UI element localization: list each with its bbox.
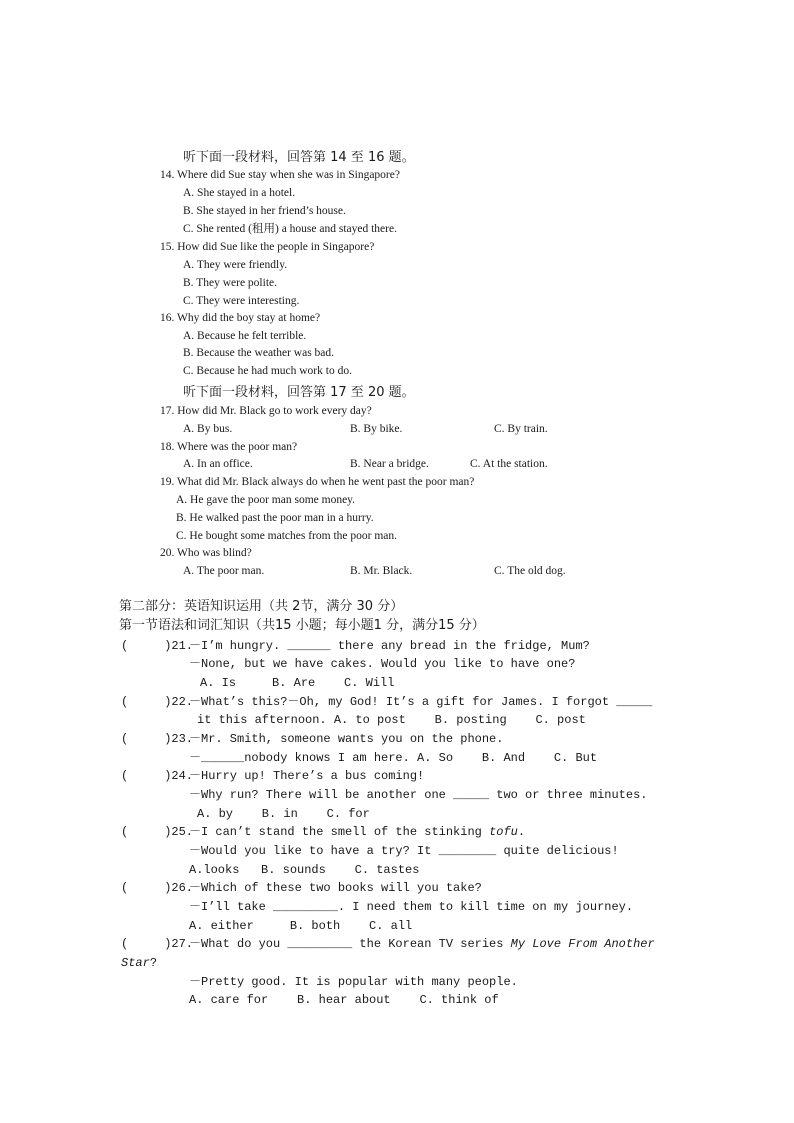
question-18-option-a: A. In an office.: [183, 458, 253, 470]
question-20-option-b: B. Mr. Black.: [350, 565, 413, 577]
question-21-options: A. Is B. Are C. Will: [200, 676, 395, 690]
question-19-stem: 19. What did Mr. Black always do when he went past the poor man?: [160, 476, 475, 488]
question-20-stem: 20. Who was blind?: [160, 547, 252, 559]
section1-heading: 第一节语法和词汇知识（共15 小题；每小题1 分，满分15 分）: [119, 618, 485, 633]
question-25-line1-text: －I can’t stand the smell of the stinking: [189, 825, 490, 839]
question-27-question-mark: ?: [149, 956, 158, 970]
question-18-stem: 18. Where was the poor man?: [160, 441, 298, 453]
question-20-option-a: A. The poor man.: [183, 565, 265, 577]
question-15-option-b: B. They were polite.: [183, 277, 277, 289]
question-27-series-title: My Love From Another: [510, 937, 655, 951]
question-24-line1: －Hurry up! There’s a bus coming!: [189, 769, 425, 783]
question-27-line2: －Pretty good. It is popular with many people.: [189, 975, 518, 989]
question-23-number: ( )23.: [121, 732, 194, 746]
question-27-series-title-end: Star: [121, 956, 150, 970]
question-24-line2: －Why run? There will be another one _____ two or three minutes.: [189, 788, 648, 802]
question-26-line1: －Which of these two books will you take?: [189, 881, 482, 895]
question-21-line1: －I’m hungry. ______ there any bread in the fridge, Mum?: [189, 639, 590, 653]
question-26-line2: －I’ll take _________. I need them to kill time on my journey.: [189, 900, 634, 914]
question-14-stem: 14. Where did Sue stay when she was in Singapore?: [160, 169, 400, 181]
question-27-line1: [189, 936, 655, 952]
question-17-stem: 17. How did Mr. Black go to work every day?: [160, 405, 372, 417]
question-27-line1-text: －What do you _________ the Korean TV series: [189, 937, 511, 951]
question-19-option-b: B. He walked past the poor man in a hurry.: [176, 512, 374, 524]
listening-intro-17-20: 听下面一段材料，回答第 17 至 20 题。: [183, 385, 415, 400]
question-23-line2: －______nobody knows I am here. A. So B. And C. But: [189, 751, 598, 765]
question-18-option-b: B. Near a bridge.: [350, 458, 429, 470]
question-25-options: A.looks B. sounds C. tastes: [189, 863, 420, 877]
question-22-line2: it this afternoon. A. to post B. posting C. post: [197, 713, 586, 727]
question-24-options: A. by B. in C. for: [197, 807, 370, 821]
question-23-line1: －Mr. Smith, someone wants you on the phone.: [189, 732, 504, 746]
question-17-option-c: C. By train.: [494, 423, 548, 435]
question-22-line1: －What’s this?－Oh, my God! It’s a gift for James. I forgot _____: [189, 695, 653, 709]
question-19-option-c: C. He bought some matches from the poor man.: [176, 530, 398, 542]
question-19-option-a: A. He gave the poor man some money.: [176, 494, 356, 506]
question-27-options: A. care for B. hear about C. think of: [189, 993, 499, 1007]
question-18-option-c: C. At the station.: [470, 458, 548, 470]
question-21-line2: －None, but we have cakes. Would you like to have one?: [189, 657, 576, 671]
question-15-option-a: A. They were friendly.: [183, 259, 288, 271]
question-22-number: ( )22.: [121, 695, 194, 709]
question-25-line1-end: .: [517, 825, 526, 839]
question-27-number: ( )27.: [121, 937, 194, 951]
question-20-option-c: C. The old dog.: [494, 565, 566, 577]
question-17-option-a: A. By bus.: [183, 423, 233, 435]
question-17-option-b: B. By bike.: [350, 423, 403, 435]
question-21-number: ( )21.: [121, 639, 194, 653]
question-16-option-b: B. Because the weather was bad.: [183, 347, 335, 359]
question-15-option-c: C. They were interesting.: [183, 295, 300, 307]
listening-intro-14-16: 听下面一段材料，回答第 14 至 16 题。: [183, 150, 415, 165]
question-16-stem: 16. Why did the boy stay at home?: [160, 312, 321, 324]
question-16-option-c: C. Because he had much work to do.: [183, 365, 352, 377]
part2-heading: 第二部分：英语知识运用（共 2节，满分 30 分）: [119, 599, 404, 614]
question-14-option-a: A. She stayed in a hotel.: [183, 187, 296, 199]
question-14-option-c: C. She rented (租用) a house and stayed there.: [183, 223, 397, 235]
question-25-number: ( )25.: [121, 825, 194, 839]
question-26-options: A. either B. both C. all: [189, 919, 413, 933]
question-25-line1: [189, 824, 525, 840]
question-24-number: ( )24.: [121, 769, 194, 783]
question-26-number: ( )26.: [121, 881, 194, 895]
question-25-tofu: tofu: [489, 825, 518, 839]
question-16-option-a: A. Because he felt terrible.: [183, 330, 307, 342]
question-14-option-b: B. She stayed in her friend’s house.: [183, 205, 346, 217]
question-15-stem: 15. How did Sue like the people in Singapore?: [160, 241, 375, 253]
question-27-line1b: [121, 955, 157, 971]
question-25-line2: －Would you like to have a try? It ________ quite delicious!: [189, 844, 619, 858]
